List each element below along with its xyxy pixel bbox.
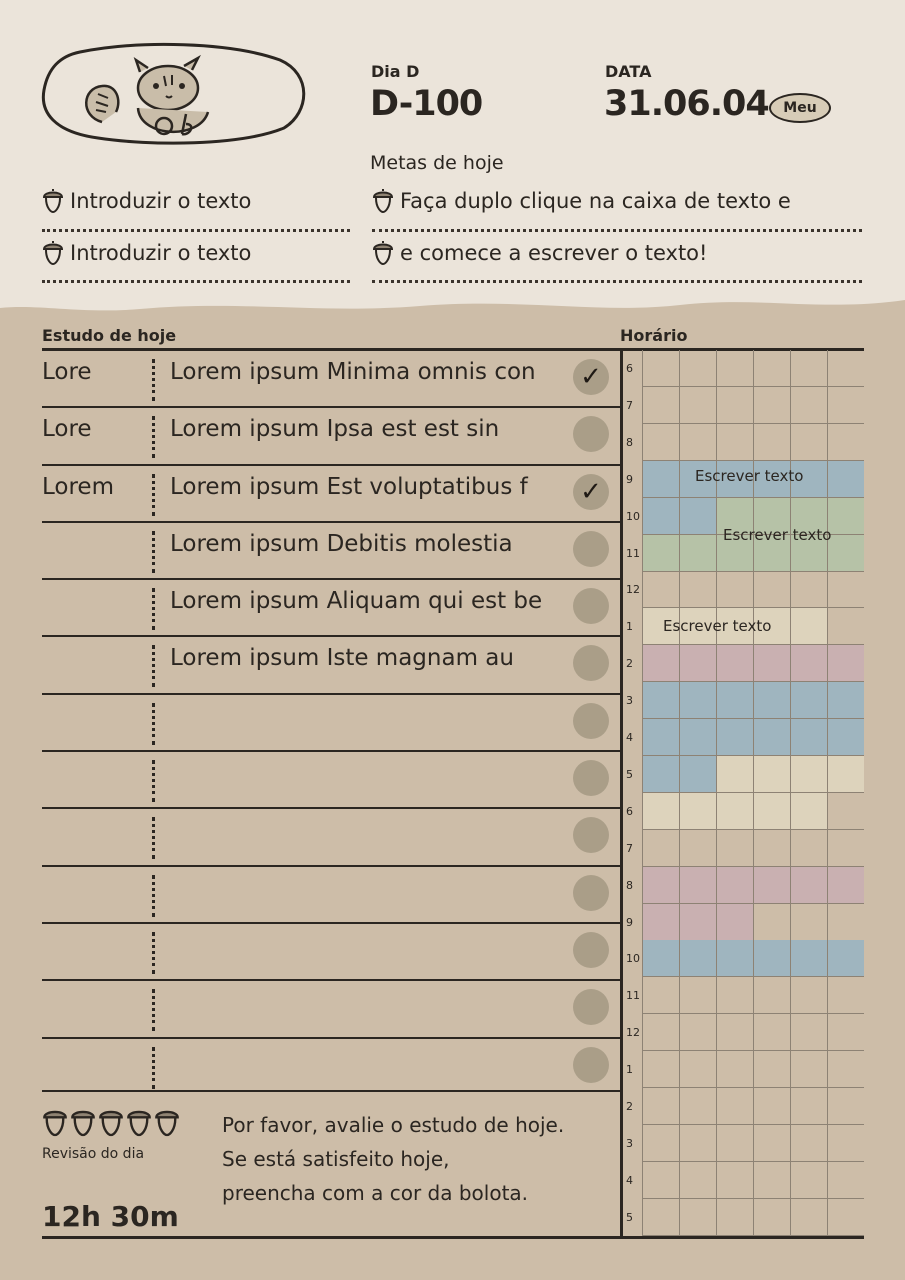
study-checkbox[interactable]	[573, 817, 609, 853]
timetable-row	[622, 350, 864, 387]
hour-label: 5	[626, 767, 633, 781]
study-checkbox[interactable]	[573, 989, 609, 1025]
study-description[interactable]: Lorem ipsum Ipsa est est sin	[170, 416, 500, 443]
study-checkbox[interactable]	[573, 416, 609, 452]
timetable-cell[interactable]	[790, 571, 827, 608]
study-list	[42, 349, 620, 1094]
review-instructions	[222, 1108, 564, 1210]
timetable-cell[interactable]	[790, 1162, 827, 1199]
study-checkbox[interactable]	[573, 1047, 609, 1083]
left-goal-text: Introduzir o texto	[70, 241, 252, 265]
timetable-cell[interactable]	[790, 719, 827, 756]
study-row[interactable]	[42, 635, 620, 692]
timetable-cell[interactable]	[679, 904, 716, 941]
hour-label: 6	[626, 804, 633, 818]
acorn-rating-icon[interactable]	[70, 1106, 96, 1138]
timetable-cell[interactable]	[679, 719, 716, 756]
timetable-cell[interactable]	[679, 1199, 716, 1236]
timetable-cell[interactable]	[753, 1088, 790, 1125]
timetable-cell[interactable]	[642, 387, 679, 424]
timetable-cell[interactable]	[753, 1125, 790, 1162]
timetable-cell[interactable]	[679, 1014, 716, 1051]
timetable-cell[interactable]	[716, 1088, 753, 1125]
timetable-cell[interactable]	[827, 1014, 864, 1051]
acorn-icon	[372, 240, 394, 266]
timetable-cell[interactable]	[679, 940, 716, 977]
timetable-cell[interactable]	[827, 424, 864, 461]
timetable-cell[interactable]	[827, 461, 864, 498]
timetable-cell[interactable]	[827, 756, 864, 793]
acorn-rating-icon[interactable]	[42, 1106, 68, 1138]
row-separator	[152, 760, 155, 802]
timetable-cell[interactable]	[716, 940, 753, 977]
timetable-row	[622, 571, 864, 608]
timetable-cell[interactable]	[753, 424, 790, 461]
timetable-row	[622, 756, 864, 793]
study-row[interactable]	[42, 464, 620, 521]
timetable-row	[622, 977, 864, 1014]
timetable-cell[interactable]	[679, 1051, 716, 1088]
meu-badge: Meu	[769, 93, 831, 123]
timetable-cell[interactable]	[679, 682, 716, 719]
timetable-cell[interactable]	[716, 977, 753, 1014]
study-description[interactable]: Lorem ipsum Iste magnam au	[170, 645, 514, 672]
timetable-cell[interactable]	[642, 977, 679, 1014]
study-row[interactable]	[42, 349, 620, 406]
study-description[interactable]: Lorem ipsum Debitis molestia	[170, 530, 513, 557]
hour-label: 12	[626, 583, 640, 597]
timetable-cell[interactable]	[790, 1014, 827, 1051]
timetable-row	[622, 867, 864, 904]
timetable-cell[interactable]	[679, 498, 716, 535]
check-icon: ✓	[580, 476, 602, 507]
hour-label: 10	[626, 952, 640, 966]
study-checkbox[interactable]	[573, 875, 609, 911]
timetable-cell[interactable]	[642, 424, 679, 461]
study-row[interactable]	[42, 979, 620, 1036]
divider	[372, 280, 862, 283]
timetable-cell[interactable]	[716, 830, 753, 867]
row-separator	[152, 531, 155, 573]
timetable-cell[interactable]	[642, 830, 679, 867]
timetable-cell[interactable]	[753, 387, 790, 424]
timetable-cell[interactable]	[753, 682, 790, 719]
check-icon: ✓	[580, 362, 602, 392]
timetable-cell[interactable]	[790, 904, 827, 941]
timetable-cell[interactable]	[790, 793, 827, 830]
timetable-cell[interactable]	[642, 719, 679, 756]
timetable-cell[interactable]	[827, 904, 864, 941]
timetable-cell[interactable]	[753, 940, 790, 977]
review-line: preencha com a cor da bolota.	[222, 1181, 529, 1205]
hour-label: 9	[626, 472, 633, 486]
row-separator	[152, 645, 155, 687]
study-row[interactable]	[42, 865, 620, 922]
timetable-cell[interactable]	[716, 350, 753, 387]
timetable-cell[interactable]	[827, 535, 864, 572]
timetable-cell[interactable]	[827, 608, 864, 645]
timetable-cell[interactable]	[827, 1199, 864, 1236]
date-label: DATA	[605, 62, 652, 81]
timetable-cell[interactable]	[827, 682, 864, 719]
study-checkbox[interactable]	[573, 359, 609, 395]
timetable-cell[interactable]	[716, 756, 753, 793]
timetable-cell[interactable]	[827, 571, 864, 608]
hour-label: 9	[626, 915, 633, 929]
row-separator	[152, 703, 155, 745]
timetable-cell[interactable]	[642, 1125, 679, 1162]
study-checkbox[interactable]	[573, 932, 609, 968]
timetable-cell[interactable]	[790, 867, 827, 904]
timetable-cell[interactable]	[753, 571, 790, 608]
timetable-cell[interactable]	[642, 1199, 679, 1236]
timetable-cell[interactable]	[716, 424, 753, 461]
timetable-cell[interactable]	[827, 1088, 864, 1125]
hour-label: 2	[626, 1100, 633, 1113]
study-row[interactable]	[42, 578, 620, 635]
timetable-cell[interactable]	[790, 424, 827, 461]
timetable-cell[interactable]	[827, 645, 864, 682]
timetable-cell[interactable]	[679, 535, 716, 572]
study-row[interactable]	[42, 750, 620, 807]
acorn-rating-icon[interactable]	[126, 1106, 152, 1138]
timetable-row	[622, 1051, 864, 1088]
hour-label: 1	[626, 620, 633, 634]
timetable-cell[interactable]	[790, 387, 827, 424]
review-line: Por favor, avalie o estudo de hoje.	[222, 1113, 565, 1137]
timetable-cell[interactable]	[642, 867, 679, 904]
hour-label: 12	[626, 1026, 640, 1040]
row-separator	[152, 932, 155, 974]
squirrel-logo-icon	[40, 42, 310, 150]
timetable-cell[interactable]	[642, 682, 679, 719]
timetable-cell[interactable]	[790, 756, 827, 793]
study-title: Estudo de hoje	[42, 326, 177, 345]
timetable-cell[interactable]	[753, 350, 790, 387]
timetable-cell[interactable]	[642, 350, 679, 387]
timetable-cell[interactable]	[679, 977, 716, 1014]
timetable-cell[interactable]	[716, 387, 753, 424]
timetable-cell[interactable]	[790, 645, 827, 682]
timetable-cell[interactable]	[642, 535, 679, 572]
timetable-cell[interactable]	[753, 1014, 790, 1051]
study-checkbox[interactable]	[573, 531, 609, 567]
study-checkbox[interactable]	[573, 588, 609, 624]
timetable-cell[interactable]	[642, 461, 679, 498]
timetable-cell[interactable]	[790, 682, 827, 719]
acorn-rating-icon[interactable]	[154, 1106, 180, 1138]
timetable-cell[interactable]	[753, 793, 790, 830]
timetable-cell[interactable]	[827, 719, 864, 756]
timetable-cell[interactable]	[642, 904, 679, 941]
timetable-cell[interactable]	[679, 424, 716, 461]
timetable-cell[interactable]	[642, 498, 679, 535]
row-separator	[152, 588, 155, 630]
timetable-cell[interactable]	[716, 682, 753, 719]
timetable-label[interactable]: Escrever texto	[723, 526, 832, 544]
timetable-cell[interactable]	[679, 645, 716, 682]
study-row[interactable]	[42, 807, 620, 864]
hour-label: 3	[626, 694, 633, 708]
review-line: Se está satisfeito hoje,	[222, 1147, 450, 1171]
timetable-cell[interactable]	[642, 793, 679, 830]
timetable-cell[interactable]	[827, 977, 864, 1014]
timetable-cell[interactable]	[790, 1051, 827, 1088]
hour-label: 4	[626, 1173, 633, 1187]
timetable-row	[622, 682, 864, 719]
timetable-cell[interactable]	[716, 1051, 753, 1088]
study-description[interactable]: Lorem ipsum Minima omnis con	[170, 359, 536, 385]
rating-acorns[interactable]	[42, 1106, 180, 1138]
timetable-cell[interactable]	[679, 793, 716, 830]
timetable-cell[interactable]	[790, 1125, 827, 1162]
timetable-label[interactable]: Escrever texto	[663, 617, 772, 635]
left-goal-1[interactable]	[42, 188, 251, 214]
timetable-cell[interactable]	[790, 830, 827, 867]
timetable-cell[interactable]	[827, 350, 864, 387]
timetable-row	[622, 904, 864, 941]
timetable-cell[interactable]	[753, 867, 790, 904]
timetable-cell[interactable]	[679, 350, 716, 387]
timetable-cell[interactable]	[679, 830, 716, 867]
timetable-cell[interactable]	[679, 756, 716, 793]
timetable-cell[interactable]	[716, 904, 753, 941]
divider	[42, 280, 350, 283]
timetable-title: Horário	[620, 326, 688, 345]
timetable-cell[interactable]	[642, 1051, 679, 1088]
hour-label: 6	[626, 362, 633, 375]
timetable-cell[interactable]	[827, 940, 864, 977]
timetable-cell[interactable]	[679, 867, 716, 904]
study-description[interactable]: Lorem ipsum Est voluptatibus f	[170, 473, 528, 500]
timetable-row	[622, 1014, 864, 1051]
study-description[interactable]: Lorem ipsum Aliquam qui est be	[170, 588, 543, 615]
timetable-cell[interactable]	[642, 571, 679, 608]
divider	[42, 229, 350, 232]
timetable-cell[interactable]	[790, 977, 827, 1014]
acorn-icon	[372, 188, 394, 214]
timetable-cell[interactable]	[827, 387, 864, 424]
timetable-cell[interactable]	[753, 1162, 790, 1199]
hour-label: 11	[626, 989, 640, 1003]
acorn-icon	[42, 188, 64, 214]
timetable-row	[622, 1199, 864, 1236]
hour-label: 1	[626, 1063, 633, 1077]
study-subject[interactable]: Lore	[42, 416, 92, 443]
hour-label: 8	[626, 878, 633, 892]
timetable-cell[interactable]	[679, 1125, 716, 1162]
dday-label: Dia D	[371, 62, 420, 81]
timetable-row	[622, 719, 864, 756]
timetable-cell[interactable]	[679, 1088, 716, 1125]
study-row[interactable]	[42, 693, 620, 750]
timetable-cell[interactable]	[827, 793, 864, 830]
timetable-cell[interactable]	[827, 1125, 864, 1162]
timetable-row	[622, 1125, 864, 1162]
hour-label: 2	[626, 657, 633, 671]
right-goal-text: e comece a escrever o texto!	[400, 241, 708, 265]
timetable-cell[interactable]	[790, 1199, 827, 1236]
timetable-row	[622, 424, 864, 461]
timetable-cell[interactable]	[827, 830, 864, 867]
timetable-cell[interactable]	[753, 719, 790, 756]
timetable-cell[interactable]	[716, 719, 753, 756]
divider	[372, 229, 862, 232]
timetable-cell[interactable]	[716, 867, 753, 904]
left-goal-text: Introduzir o texto	[70, 189, 252, 213]
timetable-cell[interactable]	[827, 1162, 864, 1199]
timetable-cell[interactable]	[790, 608, 827, 645]
timetable-cell[interactable]	[827, 1051, 864, 1088]
study-checkbox[interactable]	[573, 760, 609, 796]
timetable-cell[interactable]	[716, 1014, 753, 1051]
timetable-cell[interactable]	[679, 387, 716, 424]
row-separator	[152, 1047, 155, 1089]
timetable-cell[interactable]	[642, 1088, 679, 1125]
timetable-cell[interactable]	[642, 1162, 679, 1199]
study-checkbox[interactable]	[573, 703, 609, 739]
dday-value[interactable]: D-100	[370, 84, 483, 124]
date-value[interactable]: 31.06.04	[604, 84, 769, 124]
timetable-cell[interactable]	[753, 645, 790, 682]
study-row[interactable]	[42, 1037, 620, 1094]
row-separator	[152, 817, 155, 859]
timetable-row	[622, 1162, 864, 1199]
study-row[interactable]	[42, 406, 620, 463]
study-list-bottom-rule	[42, 1090, 620, 1092]
row-separator	[152, 359, 155, 401]
study-row[interactable]	[42, 521, 620, 578]
timetable-cell[interactable]	[753, 977, 790, 1014]
bottom-rule	[42, 1236, 864, 1239]
timetable-cell[interactable]	[753, 756, 790, 793]
study-row[interactable]	[42, 922, 620, 979]
timetable-cell[interactable]	[753, 1051, 790, 1088]
header-area	[0, 0, 905, 318]
timetable-cell[interactable]	[716, 793, 753, 830]
study-checkbox[interactable]	[573, 645, 609, 681]
timetable-row	[622, 645, 864, 682]
timetable-cell[interactable]	[642, 1014, 679, 1051]
left-goal-2[interactable]	[42, 240, 251, 266]
timetable-cell[interactable]	[753, 830, 790, 867]
timetable-row	[622, 387, 864, 424]
study-checkbox[interactable]	[573, 474, 609, 510]
timetable-cell[interactable]	[679, 1162, 716, 1199]
study-subject[interactable]: Lore	[42, 359, 92, 385]
acorn-rating-icon[interactable]	[98, 1106, 124, 1138]
timetable-row	[622, 1088, 864, 1125]
timetable-cell[interactable]	[716, 1162, 753, 1199]
timetable-cell[interactable]	[716, 571, 753, 608]
timetable-cell[interactable]	[827, 498, 864, 535]
row-separator	[152, 416, 155, 458]
hour-label: 3	[626, 1136, 633, 1150]
hour-label: 8	[626, 435, 633, 449]
study-subject[interactable]: Lorem	[42, 473, 114, 500]
timetable-row	[622, 830, 864, 867]
right-goal-2[interactable]	[372, 240, 707, 266]
total-study-time[interactable]: 12h 30m	[42, 1200, 179, 1233]
hour-label: 10	[626, 509, 640, 523]
timetable-cell[interactable]	[642, 645, 679, 682]
row-separator	[152, 474, 155, 516]
timetable-label[interactable]: Escrever texto	[695, 467, 804, 485]
acorn-icon	[42, 240, 64, 266]
timetable-cell[interactable]	[753, 1199, 790, 1236]
hour-label: 4	[626, 731, 633, 744]
timetable-cell[interactable]	[790, 1088, 827, 1125]
timetable-cell[interactable]	[827, 867, 864, 904]
timetable-cell[interactable]	[790, 940, 827, 977]
right-goal-text: Faça duplo clique na caixa de texto e	[400, 189, 791, 213]
hour-label: 7	[626, 841, 633, 855]
timetable-cell[interactable]	[642, 940, 679, 977]
timetable-row	[622, 793, 864, 830]
timetable-cell[interactable]	[790, 350, 827, 387]
timetable-row	[622, 940, 864, 977]
timetable-cell[interactable]	[642, 756, 679, 793]
timetable-cell[interactable]	[716, 1199, 753, 1236]
timetable-cell[interactable]	[716, 1125, 753, 1162]
hour-label: 11	[626, 546, 640, 560]
review-label: Revisão do dia	[42, 1146, 145, 1162]
timetable-cell[interactable]	[679, 571, 716, 608]
row-separator	[152, 989, 155, 1031]
row-separator	[152, 875, 155, 917]
goals-title: Metas de hoje	[370, 152, 504, 174]
timetable-cell[interactable]	[753, 904, 790, 941]
hour-label: 7	[626, 398, 633, 412]
hour-label: 5	[626, 1210, 633, 1224]
timetable-cell[interactable]	[716, 645, 753, 682]
right-goal-1[interactable]	[372, 188, 791, 214]
